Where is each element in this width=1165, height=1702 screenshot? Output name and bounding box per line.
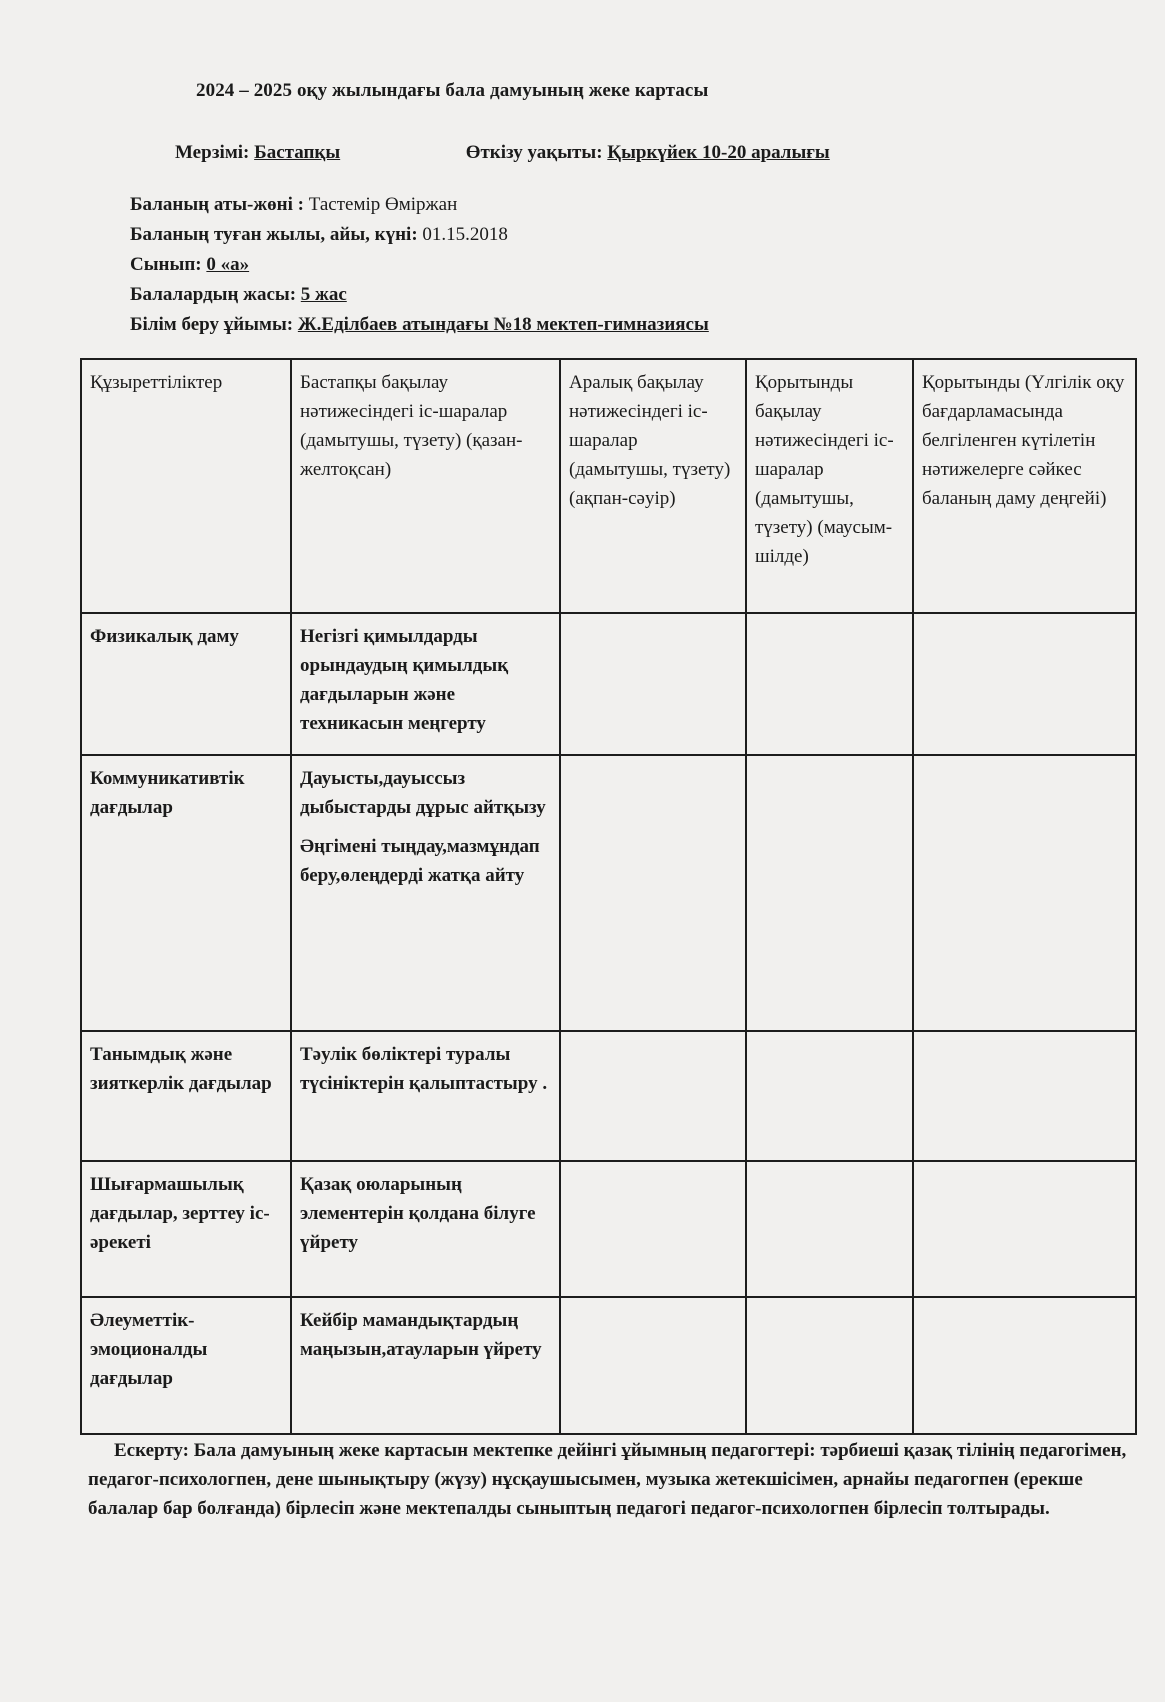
competency-cell: Коммуникативтік дағдылар [81,755,291,1031]
result-cell[interactable] [913,1297,1136,1434]
header-cell: Құзыреттіліктер [81,359,291,613]
birth-line [130,220,709,250]
child-info [130,190,709,340]
result-cell[interactable] [913,1031,1136,1161]
initial-activity-cell [291,1031,560,1161]
activity-text: Қазақ оюларының элементерін қолдана білуге үйрету [300,1174,536,1253]
time-label: Өткізу уақыты: [465,142,603,163]
header-cell: Қорытынды бақылау нәтижесіндегі іс-шаралар (дамытушы, түзету) (маусым-шілде) [746,359,913,613]
competency-cell: Танымдық және зияткерлік дағдылар [81,1031,291,1161]
child-name-value: Тастемір Өміржан [308,194,458,215]
competency-cell: Физикалық даму [81,613,291,755]
org-value: Ж.Еділбаев атындағы №18 мектеп-гимназиясы [297,314,709,335]
initial-activity-cell [291,1161,560,1297]
development-table [80,358,1137,1435]
age-value: 5 жас [300,284,347,305]
table-row [81,613,1136,755]
activity-text-2: Әңгімені тыңдау,мазмұндап беру,өлеңдерді жатқа айту [300,836,540,886]
result-cell[interactable] [913,755,1136,1031]
interim-cell[interactable] [560,1297,746,1434]
final-cell[interactable] [746,1297,913,1434]
result-cell[interactable] [913,1161,1136,1297]
final-cell[interactable] [746,613,913,755]
document-title: 2024 – 2025 оқу жылындағы бала дамуының жеке картасы [196,80,709,101]
activity-text: Тәулік бөліктері туралы түсініктерін қалыптастыру . [300,1044,548,1094]
org-label: Білім беру ұйымы: [130,314,294,335]
initial-activity-cell [291,755,560,1031]
time-value: Қыркүйек 10-20 аралығы [607,142,830,163]
child-name-line [130,190,709,220]
term-value: Бастапқы [254,142,341,163]
birth-label: Баланың туған жылы, айы, күні: [130,224,418,245]
interim-cell[interactable] [560,1161,746,1297]
term-row [175,142,830,164]
activity-text: Негізгі қимылдарды орындаудың қимылдық дағдыларын және техникасын меңгерту [300,626,509,734]
activity-text: Дауысты,дауыссыз дыбыстарды дұрыс айтқызу [300,768,546,818]
birth-value: 01.15.2018 [422,224,508,245]
competency-cell: Шығармашылық дағдылар, зерттеу іс-әрекеті [81,1161,291,1297]
class-line [130,250,709,280]
initial-activity-cell [291,1297,560,1434]
table-row [81,1161,1136,1297]
final-cell[interactable] [746,755,913,1031]
footnote: Ескерту: Бала дамуының жеке картасын мектепке дейінгі ұйымның педагогтері: тәрбиеші қазақ тілінің педагогімен, педагог-психологпен, дене шынықтыру (жүзу) нұсқаушысымен, музыка жетекшісімен, арнайы педагогпен (ерекше балалар бар болғанда) бірлесіп және мектепалды сыныптың педагогі педагог-психологпен бірлесіп толтырады. [88,1440,1127,1519]
table-row [81,1297,1136,1434]
table-row [81,755,1136,1031]
activity-text: Кейбір мамандықтардың маңызын,атауларын үйрету [300,1310,542,1360]
header-cell: Қорытынды (Үлгілік оқу бағдарламасында белгіленген күтілетін нәтижелерге сәйкес баланың даму деңгейі) [913,359,1136,613]
age-label: Балалардың жасы: [130,284,297,305]
child-name-label: Баланың аты-жөні : [130,194,304,215]
final-cell[interactable] [746,1031,913,1161]
interim-cell[interactable] [560,755,746,1031]
table-header-row [81,359,1136,613]
competency-cell: Әлеуметтік-эмоционалды дағдылар [81,1297,291,1434]
header-cell: Аралық бақылау нәтижесіндегі іс-шаралар (дамытушы, түзету) (ақпан-сәуір) [560,359,746,613]
class-value: 0 «а» [206,254,250,275]
interim-cell[interactable] [560,1031,746,1161]
interim-cell[interactable] [560,613,746,755]
result-cell[interactable] [913,613,1136,755]
table-row [81,1031,1136,1161]
header-cell: Бастапқы бақылау нәтижесіндегі іс-шаралар (дамытушы, түзету) (қазан-желтоқсан) [291,359,560,613]
initial-activity-cell [291,613,560,755]
age-line [130,280,709,310]
class-label: Сынып: [130,254,202,275]
org-line [130,310,709,340]
final-cell[interactable] [746,1161,913,1297]
term-label: Мерзімі: [175,142,250,163]
